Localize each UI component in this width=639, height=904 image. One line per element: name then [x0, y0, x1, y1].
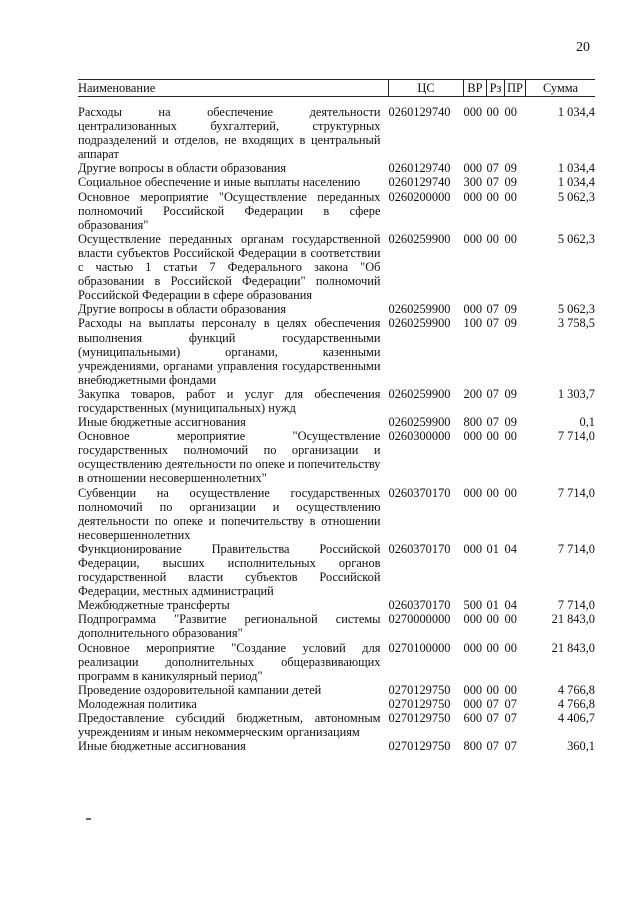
cell-sum: 5 062,3 — [557, 189, 595, 204]
cell-pr: 00 — [504, 612, 517, 627]
cell-cs: 0260259900 — [388, 415, 451, 430]
cell-rz: 00 — [486, 189, 499, 204]
cell-sum: 0,1 — [579, 415, 595, 430]
cell-name: Иные бюджетные ассигнования — [78, 739, 246, 754]
header-rz: Рз — [487, 80, 505, 97]
cell-rz: 01 — [486, 541, 499, 556]
table-row — [78, 598, 595, 612]
cell-vr: 000 — [463, 485, 483, 500]
cell-sum: 5 062,3 — [557, 302, 595, 317]
table-header-row — [78, 80, 595, 97]
cell-pr: 09 — [504, 175, 517, 190]
cell-cs: 0260300000 — [388, 429, 451, 444]
cell-rz: 00 — [486, 231, 499, 246]
cell-cs: 0260259900 — [388, 316, 451, 331]
header-pr: ПР — [505, 80, 526, 97]
table-body — [78, 97, 595, 754]
cell-pr: 07 — [504, 696, 517, 711]
cell-vr: 000 — [463, 302, 483, 317]
page-number: 20 — [576, 40, 590, 55]
cell-name: Основное мероприятие "Осуществление государственных полномочий по организации и осуществлению деятельности по опеке и попечительству в отношении несовершеннолетних" — [78, 429, 381, 486]
cell-name: Расходы на обеспечение деятельности централизованных бухгалтерий, структурных подразделений и отделов, не входящих в центральный аппарат — [78, 105, 381, 162]
cell-pr: 07 — [504, 739, 517, 754]
cell-cs: 0270129750 — [388, 696, 451, 711]
cell-pr: 09 — [504, 161, 517, 176]
cell-pr: 00 — [504, 682, 517, 697]
table-row — [78, 697, 595, 711]
cell-name: Закупка товаров, работ и услуг для обеспечения государственных (муниципальных) нужд — [78, 386, 381, 415]
cell-vr: 000 — [463, 105, 483, 119]
cell-rz: 00 — [486, 682, 499, 697]
cell-rz: 00 — [486, 105, 499, 119]
cell-cs: 0270000000 — [388, 612, 451, 627]
cell-rz: 07 — [486, 161, 499, 176]
cell-name: Расходы на выплаты персоналу в целях обеспечения выполнения функций государственными (муниципальными) органами, казенными учреждениями, органами управления государственными внебюджетными фондами — [78, 316, 381, 387]
cell-cs: 0260370170 — [388, 485, 451, 500]
cell-name: Основное мероприятие "Осуществление переданных полномочий Российской Федерации в сфере образования" — [78, 189, 381, 232]
cell-pr: 00 — [504, 429, 517, 444]
cell-vr: 300 — [463, 175, 483, 190]
cell-name: Основное мероприятие "Создание условий для реализации дополнительных общеразвивающих программ в каникулярный период" — [78, 640, 381, 683]
table-row — [78, 612, 595, 640]
cell-cs: 0270100000 — [388, 640, 451, 655]
cell-name: Иные бюджетные ассигнования — [78, 415, 246, 430]
cell-sum: 5 062,3 — [557, 231, 595, 246]
cell-name: Предоставление субсидий бюджетным, автономным учреждениям и иным некоммерческим организациям — [78, 711, 381, 740]
table-row — [78, 387, 595, 415]
cell-cs: 0260129740 — [388, 161, 451, 176]
cell-cs: 0270129750 — [388, 739, 451, 754]
cell-sum: 1 034,4 — [557, 175, 595, 190]
cell-rz: 07 — [486, 415, 499, 430]
cell-name: Функционирование Правительства Российской Федерации, высших исполнительных органов государственной власти субъектов Российской Федерации, местных администраций — [78, 541, 381, 599]
cell-rz: 07 — [486, 316, 499, 331]
cell-cs: 0260259900 — [388, 386, 451, 401]
cell-rz: 00 — [486, 485, 499, 500]
cell-rz: 07 — [486, 739, 499, 754]
cell-sum: 7 714,0 — [557, 485, 595, 500]
cell-name: Осуществление переданных органам государственной власти субъектов Российской Федерации в соответствии с частью 1 статьи 7 Федерального закона "Об образовании в Российской Федерации" полномочий Российской Федерации в сфере образования — [78, 231, 381, 303]
cell-rz: 07 — [486, 175, 499, 190]
cell-vr: 000 — [463, 696, 483, 711]
cell-cs: 0260370170 — [388, 598, 451, 613]
cell-name: Молодежная политика — [78, 696, 197, 711]
cell-vr: 500 — [463, 598, 483, 613]
cell-name: Другие вопросы в области образования — [78, 302, 287, 317]
table-row — [78, 486, 595, 542]
cell-pr: 00 — [504, 189, 517, 204]
cell-rz: 00 — [486, 612, 499, 627]
cell-sum: 21 843,0 — [551, 612, 595, 627]
cell-sum: 4 766,8 — [557, 682, 595, 697]
table-row — [78, 175, 595, 189]
cell-sum: 4 766,8 — [557, 696, 595, 711]
cell-pr: 09 — [504, 302, 517, 317]
table-row — [78, 302, 595, 316]
cell-cs: 0260370170 — [388, 541, 451, 556]
budget-table — [78, 79, 595, 753]
cell-sum: 3 758,5 — [557, 316, 595, 331]
cell-rz: 00 — [486, 640, 499, 655]
cell-name: Проведение оздоровительной кампании детей — [78, 682, 322, 697]
cell-vr: 000 — [463, 189, 483, 204]
cell-vr: 000 — [463, 161, 483, 176]
cell-cs: 0260200000 — [388, 189, 451, 204]
pen-mark — [86, 818, 91, 820]
cell-vr: 000 — [463, 640, 483, 655]
cell-pr: 07 — [504, 711, 517, 726]
cell-rz: 07 — [486, 386, 499, 401]
header-name: Наименование — [78, 80, 389, 97]
table-row — [78, 542, 595, 598]
cell-pr: 09 — [504, 386, 517, 401]
table-row — [78, 641, 595, 683]
cell-pr: 09 — [504, 415, 517, 430]
cell-cs: 0270129750 — [388, 682, 451, 697]
cell-sum: 7 714,0 — [557, 541, 595, 556]
cell-pr: 00 — [504, 231, 517, 246]
cell-cs: 0260259900 — [388, 231, 451, 246]
cell-pr: 00 — [504, 105, 517, 119]
table-row — [78, 429, 595, 485]
header-vr: ВР — [464, 80, 487, 97]
cell-name: Подпрограмма "Развитие региональной системы дополнительного образования" — [78, 612, 381, 641]
cell-vr: 000 — [463, 429, 483, 444]
cell-sum: 7 714,0 — [557, 598, 595, 613]
cell-vr: 800 — [463, 415, 483, 430]
cell-pr: 04 — [504, 541, 517, 556]
cell-vr: 200 — [463, 386, 483, 401]
cell-name: Межбюджетные трансферты — [78, 598, 230, 613]
cell-name: Субвенции на осуществление государственных полномочий по организации и осуществлению деятельности по опеке и попечительству в отношении несовершеннолетних — [78, 485, 381, 542]
cell-pr: 09 — [504, 316, 517, 331]
cell-pr: 00 — [504, 485, 517, 500]
cell-cs: 0260129740 — [388, 175, 451, 190]
cell-vr: 600 — [463, 711, 483, 726]
header-sum: Сумма — [526, 80, 596, 97]
cell-sum: 1 303,7 — [557, 386, 595, 401]
cell-pr: 04 — [504, 598, 517, 613]
table-row — [78, 161, 595, 175]
table-row — [78, 739, 595, 753]
table-row — [78, 232, 595, 302]
cell-sum: 4 406,7 — [557, 711, 595, 726]
cell-cs: 0270129750 — [388, 711, 451, 726]
table-row — [78, 190, 595, 232]
cell-vr: 000 — [463, 682, 483, 697]
cell-vr: 000 — [463, 231, 483, 246]
header-cs: ЦС — [389, 80, 464, 97]
cell-cs: 0260129740 — [388, 105, 451, 119]
table-row — [78, 316, 595, 386]
cell-sum: 1 034,4 — [557, 105, 595, 119]
cell-rz: 01 — [486, 598, 499, 613]
table-row — [78, 415, 595, 429]
cell-sum: 360,1 — [567, 739, 595, 754]
cell-sum: 7 714,0 — [557, 429, 595, 444]
cell-vr: 800 — [463, 739, 483, 754]
cell-vr: 100 — [463, 316, 483, 331]
table-row — [78, 97, 595, 162]
cell-rz: 00 — [486, 429, 499, 444]
table-row — [78, 683, 595, 697]
cell-sum: 21 843,0 — [551, 640, 595, 655]
cell-rz: 07 — [486, 711, 499, 726]
cell-pr: 00 — [504, 640, 517, 655]
table-row — [78, 711, 595, 739]
cell-sum: 1 034,4 — [557, 161, 595, 176]
cell-name: Другие вопросы в области образования — [78, 161, 287, 176]
cell-vr: 000 — [463, 612, 483, 627]
cell-vr: 000 — [463, 541, 483, 556]
cell-name: Социальное обеспечение и иные выплаты населению — [78, 175, 361, 190]
cell-rz: 07 — [486, 302, 499, 317]
cell-rz: 07 — [486, 696, 499, 711]
cell-cs: 0260259900 — [388, 302, 451, 317]
